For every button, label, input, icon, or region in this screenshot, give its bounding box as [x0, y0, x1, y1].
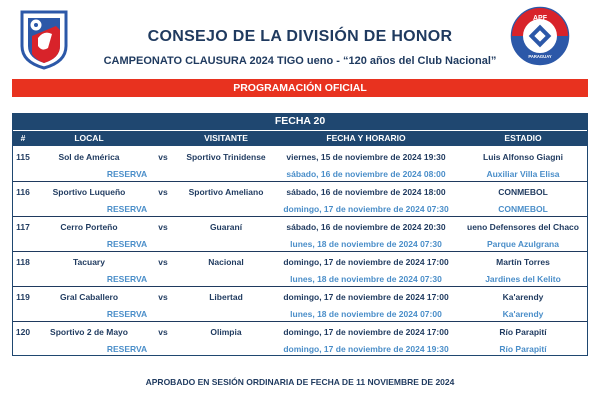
local-team: Sol de América — [58, 152, 120, 162]
reserve-row — [12, 306, 588, 322]
reserve-row — [12, 271, 588, 287]
fecha-title: FECHA 20 — [12, 113, 588, 130]
reserve-label: RESERVA — [106, 169, 148, 179]
reserve-row — [12, 236, 588, 252]
match-row — [12, 323, 588, 341]
match-number: 117 — [16, 222, 30, 232]
match-row — [12, 288, 588, 306]
local-team: Cerro Porteño — [60, 222, 118, 232]
reserve-label: RESERVA — [106, 274, 148, 284]
programacion-banner: PROGRAMACIÓN OFICIAL — [12, 79, 588, 97]
col-visitante-header: VISITANTE — [204, 133, 248, 143]
table-header — [12, 131, 588, 146]
reserve-row — [12, 341, 588, 357]
reserve-stadium: Ka'arendy — [502, 309, 544, 319]
stadium: CONMEBOL — [498, 187, 548, 197]
reserve-label: RESERVA — [106, 344, 148, 354]
col-local-header: LOCAL — [74, 133, 104, 143]
page-title: CONSEJO DE LA DIVISIÓN DE HONOR — [147, 28, 453, 45]
vs-label: vs — [158, 327, 168, 337]
stadium: ueno Defensores del Chaco — [467, 222, 579, 232]
local-team: Sportivo 2 de Mayo — [50, 327, 128, 337]
reserve-stadium: Auxiliar Villa Elisa — [486, 169, 560, 179]
stadium: Martín Torres — [496, 257, 550, 267]
match-datetime: sábado, 16 de noviembre de 2024 20:30 — [286, 222, 446, 232]
visitor-team: Sportivo Ameliano — [188, 187, 264, 197]
vs-label: vs — [158, 257, 168, 267]
visitor-team: Sportivo Trinidense — [186, 152, 266, 162]
match-datetime: domingo, 17 de noviembre de 2024 17:00 — [283, 327, 449, 337]
visitor-team: Guaraní — [209, 222, 243, 232]
local-team: Gral Caballero — [59, 292, 119, 302]
vs-label: vs — [158, 187, 168, 197]
apf-logo-text: APF — [533, 15, 547, 22]
match-number: 118 — [16, 257, 30, 267]
reserve-row — [12, 166, 588, 182]
apf-logo-ring-text: PARAGUAY — [528, 54, 552, 59]
stadium: Luis Alfonso Giagni — [483, 152, 563, 162]
reserve-datetime: domingo, 17 de noviembre de 2024 19:30 — [283, 344, 449, 354]
match-datetime: viernes, 15 de noviembre de 2024 19:30 — [286, 152, 446, 162]
reserve-stadium: CONMEBOL — [498, 204, 548, 214]
vs-label: vs — [158, 152, 168, 162]
reserve-row — [12, 201, 588, 217]
reserve-datetime: sábado, 16 de noviembre de 2024 08:00 — [286, 169, 446, 179]
visitor-team: Nacional — [208, 257, 244, 267]
reserve-stadium: Jardines del Kelito — [485, 274, 561, 284]
col-num-header: # — [20, 133, 26, 143]
match-datetime: domingo, 17 de noviembre de 2024 17:00 — [283, 292, 449, 302]
reserve-datetime: lunes, 18 de noviembre de 2024 07:00 — [290, 309, 442, 319]
match-row — [12, 218, 588, 236]
col-fecha-header: FECHA Y HORARIO — [326, 133, 406, 143]
reserve-label: RESERVA — [106, 309, 148, 319]
stadium: Ka'arendy — [502, 292, 544, 302]
match-number: 120 — [15, 327, 31, 337]
match-number: 115 — [16, 152, 30, 162]
local-team: Sportivo Luqueño — [52, 187, 126, 197]
match-row — [12, 183, 588, 201]
match-datetime: sábado, 16 de noviembre de 2024 18:00 — [286, 187, 446, 197]
match-row — [12, 253, 588, 271]
vs-label: vs — [158, 292, 168, 302]
reserve-stadium: Río Parapití — [499, 344, 547, 354]
visitor-team: Libertad — [209, 292, 243, 302]
col-estadio-header: ESTADIO — [504, 133, 542, 143]
approval-footer: APROBADO EN SESIÓN ORDINARIA DE FECHA DE 11 NOVIEMBRE DE 2024 — [145, 377, 455, 387]
match-row — [12, 148, 588, 166]
reserve-stadium: Parque Azulgrana — [487, 239, 559, 249]
reserve-datetime: lunes, 18 de noviembre de 2024 07:30 — [290, 239, 442, 249]
local-team: Tacuary — [73, 257, 105, 267]
match-datetime: domingo, 17 de noviembre de 2024 17:00 — [283, 257, 449, 267]
stadium: Río Parapití — [499, 327, 547, 337]
visitor-team: Olimpia — [210, 327, 242, 337]
reserve-datetime: domingo, 17 de noviembre de 2024 07:30 — [283, 204, 449, 214]
reserve-label: RESERVA — [106, 204, 148, 214]
match-number: 116 — [16, 187, 30, 197]
page-subtitle: CAMPEONATO CLAUSURA 2024 TIGO ueno - “120 años del Club Nacional” — [103, 55, 497, 67]
match-number: 119 — [16, 292, 30, 302]
reserve-label: RESERVA — [106, 239, 148, 249]
vs-label: vs — [158, 222, 168, 232]
reserve-datetime: lunes, 18 de noviembre de 2024 07:30 — [290, 274, 442, 284]
